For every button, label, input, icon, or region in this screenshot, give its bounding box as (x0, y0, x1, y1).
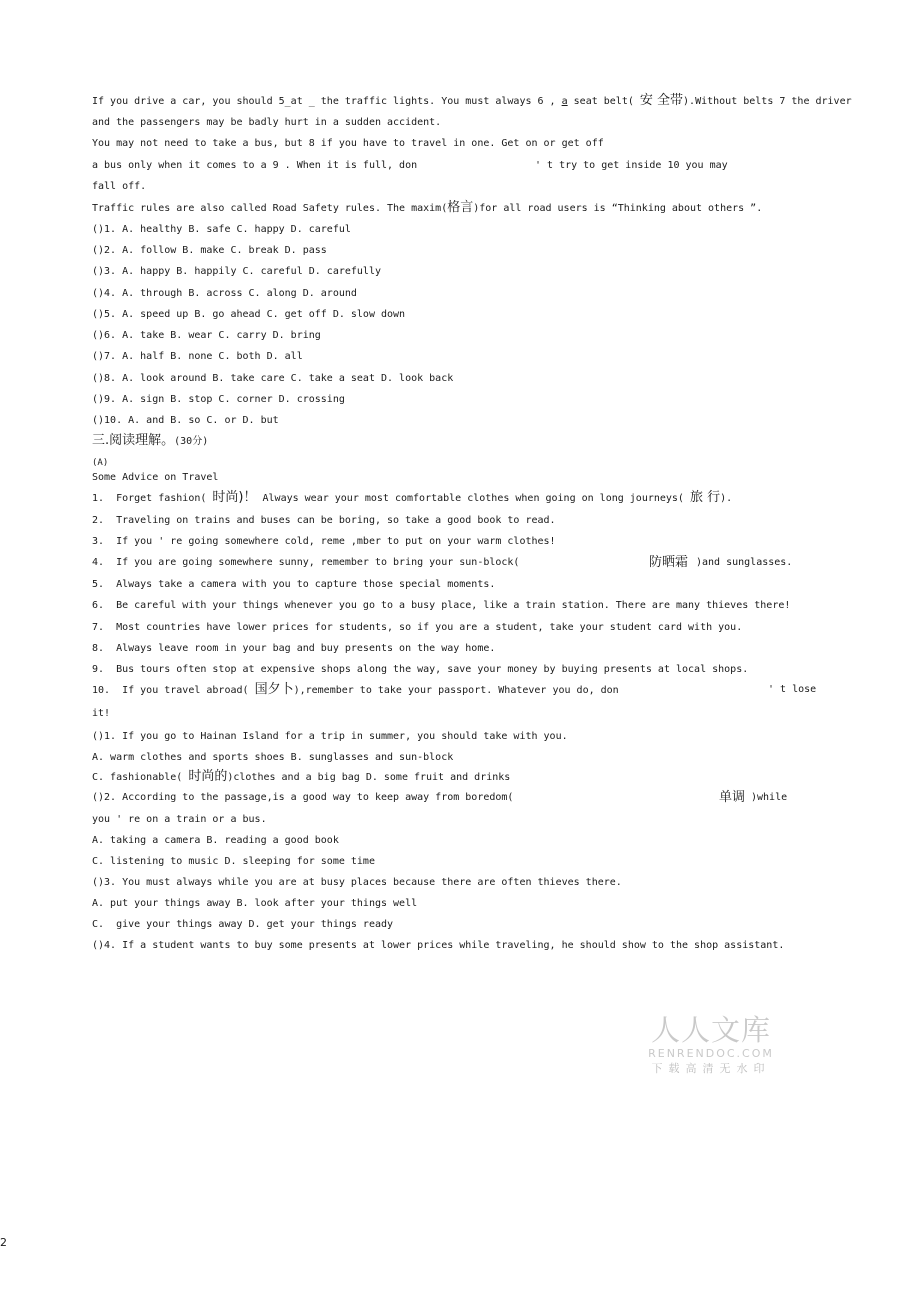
advice-item (92, 491, 732, 506)
cloze-text: If you drive a car, you should 5_at _ the traffic lights. You must always 6 , (92, 96, 562, 107)
question (92, 790, 788, 805)
cloze-line-2: and the passengers may be badly hurt in a sudden accident. (92, 117, 442, 128)
cloze-text: ).Without belts 7 the driver (683, 96, 852, 107)
watermark-title: 人人文库 (650, 1013, 771, 1047)
cn-gloss: 防晒霜 (649, 555, 689, 570)
question-text: )while (751, 792, 788, 803)
advice-text: )and sunglasses. (696, 557, 793, 568)
cloze-text: seat belt( (567, 96, 640, 107)
cn-gloss: 格言 (447, 200, 474, 215)
cloze-option: ()8. A. look around B. take care C. take a seat D. look back (92, 373, 454, 384)
question-options: C. give your things away D. get your things ready (92, 919, 394, 930)
advice-item: 6. Be careful with your things whenever you go to a busy place, like a train station. There are many thieves there! (92, 600, 791, 611)
cloze-option: ()9. A. sign B. stop C. corner D. crossing (92, 394, 345, 405)
advice-text: ' t lose (768, 684, 817, 695)
cloze-text: a bus only when it comes to a 9 . When it is full, don (92, 160, 418, 171)
advice-item: 2. Traveling on trains and buses can be boring, so take a good book to read. (92, 515, 556, 526)
question-options: A. put your things away B. look after your things well (92, 898, 418, 909)
option-text: )clothes and a big bag D. some fruit and drinks (227, 772, 511, 783)
advice-item (92, 555, 793, 570)
watermark-subtitle: 下载高清无水印 (651, 1062, 771, 1075)
cloze-line-3: You may not need to take a bus, but 8 if you have to travel in one. Get on or get off (92, 138, 604, 149)
cloze-line-1 (92, 94, 852, 109)
cn-gloss: 时尚的 (188, 769, 228, 784)
section-heading (92, 434, 208, 449)
advice-item: 5. Always take a camera with you to capture those special moments. (92, 579, 496, 590)
cloze-line-4 (92, 159, 728, 173)
cloze-line-5: fall off. (92, 181, 147, 192)
advice-item: 3. If you ' re going somewhere cold, reme ,mber to put on your warm clothes! (92, 536, 556, 547)
cn-gloss: 旅 行 (689, 490, 721, 505)
watermark-url: RENRENDOC.COM (648, 1047, 774, 1060)
page-number: 2 (0, 1236, 7, 1249)
section-heading-cn: 三.阅读理解。 (92, 433, 175, 448)
watermark-logo (646, 1013, 776, 1077)
question-options: A. taking a camera B. reading a good book (92, 835, 339, 846)
cloze-text: a (561, 96, 568, 107)
cloze-option: ()1. A. healthy B. safe C. happy D. careful (92, 224, 351, 235)
question-options (92, 770, 510, 785)
advice-item (92, 682, 817, 698)
advice-text: Always wear your most comfortable clothes when going on long journeys( (256, 493, 690, 504)
question: ()4. If a student wants to buy some presents at lower prices while traveling, he should show to the shop assistant. (92, 940, 785, 951)
advice-text: 10. If you travel abroad( (92, 685, 255, 696)
question-text: ()2. According to the passage,is a good way to keep away from boredom( (92, 792, 514, 803)
question: ()1. If you go to Hainan Island for a trip in summer, you should take with you. (92, 731, 568, 742)
cloze-option: ()3. A. happy B. happily C. careful D. carefully (92, 266, 381, 277)
cloze-line-6 (92, 201, 762, 216)
question: ()3. You must always while you are at busy places because there are often thieves there. (92, 877, 622, 888)
advice-text: 4. If you are going somewhere sunny, remember to bring your sun-block( (92, 557, 520, 568)
advice-item-cont: it! (92, 708, 111, 719)
question-options: C. listening to music D. sleeping for some time (92, 856, 375, 867)
cn-gloss: 时尚)！ (212, 490, 257, 505)
advice-item: 9. Bus tours often stop at expensive shops along the way, save your money by buying presents at local shops. (92, 664, 749, 675)
question-options: A. warm clothes and sports shoes B. sunglasses and sun-block (92, 752, 454, 763)
advice-text: ),remember to take your passport. Whatever you do, don (293, 685, 619, 696)
cloze-option: ()4. A. through B. across C. along D. around (92, 288, 357, 299)
cn-gloss: 安 全带 (639, 93, 684, 108)
cloze-option: ()7. A. half B. none C. both D. all (92, 351, 303, 362)
section-score: (30分) (174, 436, 209, 447)
advice-text: ). (720, 493, 733, 504)
question-cont: you ' re on a train or a bus. (92, 814, 267, 825)
advice-item: 8. Always leave room in your bag and buy presents on the way home. (92, 643, 496, 654)
passage-title: Some Advice on Travel (92, 472, 219, 483)
advice-text: 1. Forget fashion( (92, 493, 213, 504)
part-label: (A) (92, 458, 109, 468)
advice-item: 7. Most countries have lower prices for students, so if you are a student, take your student card with you. (92, 622, 743, 633)
cloze-option: ()10. A. and B. so C. or D. but (92, 415, 279, 426)
cloze-option: ()6. A. take B. wear C. carry D. bring (92, 330, 321, 341)
cloze-option: ()5. A. speed up B. go ahead C. get off D. slow down (92, 309, 406, 320)
cloze-option: ()2. A. follow B. make C. break D. pass (92, 245, 327, 256)
cloze-text: ' t try to get inside 10 you may (535, 160, 728, 171)
cloze-text: Traffic rules are also called Road Safety rules. The maxim( (92, 203, 448, 214)
cn-gloss: 单调 (719, 790, 746, 805)
cn-gloss: 国夕卜 (254, 682, 294, 697)
option-text: C. fashionable( (92, 772, 189, 783)
cloze-text: )for all road users is “Thinking about others ”. (473, 203, 763, 214)
